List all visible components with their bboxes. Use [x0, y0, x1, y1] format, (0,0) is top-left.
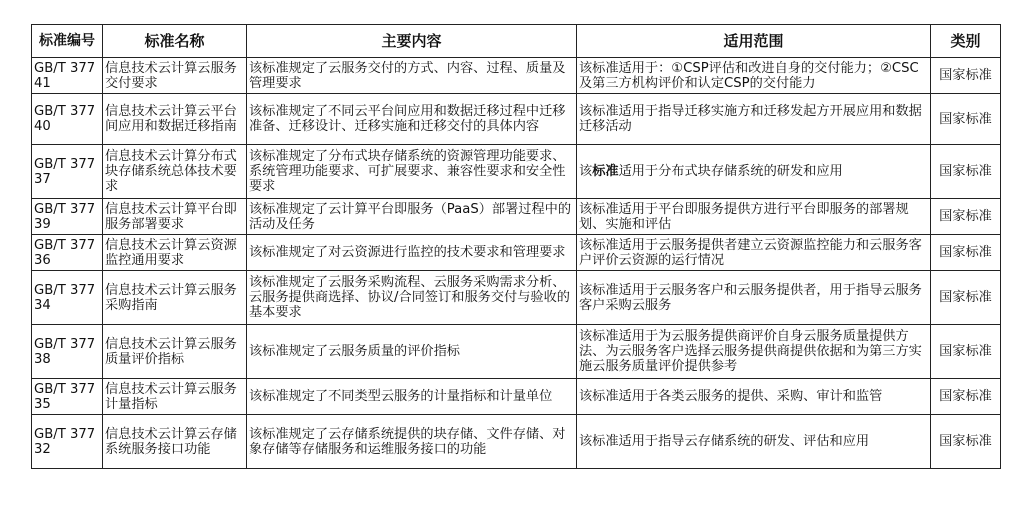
cell-standard-number: GB/T 37736	[32, 235, 103, 271]
cell-category: 国家标准	[931, 271, 1001, 325]
cell-main-content: 该标准规定了对云资源进行监控的技术要求和管理要求	[247, 235, 577, 271]
table-row	[32, 145, 1001, 199]
cell-standard-name: 信息技术云计算云服务交付要求	[103, 58, 247, 94]
table-row	[32, 94, 1001, 145]
cell-category: 国家标准	[931, 235, 1001, 271]
cell-category: 国家标准	[931, 145, 1001, 199]
cell-scope: 该标准适用于为云服务提供商评价自身云服务质量提供方法、为云服务客户选择云服务提供商提供依据和为第三方实施云服务质量评价提供参考	[577, 325, 931, 379]
cell-main-content: 该标准规定了云计算平台即服务（PaaS）部署过程中的活动及任务	[247, 199, 577, 235]
cell-scope	[577, 145, 931, 199]
table-row	[32, 271, 1001, 325]
cell-category: 国家标准	[931, 379, 1001, 415]
cell-standard-number: GB/T 37740	[32, 94, 103, 145]
cell-standard-number: GB/T 37732	[32, 415, 103, 469]
cell-standard-number: GB/T 37734	[32, 271, 103, 325]
table-row	[32, 325, 1001, 379]
cell-scope: 该标准适用于：①CSP评估和改进自身的交付能力；②CSC及第三方机构评价和认定CSP的交付能力	[577, 58, 931, 94]
cell-category: 国家标准	[931, 58, 1001, 94]
cell-category: 国家标准	[931, 199, 1001, 235]
scope-text-bold: 标准	[592, 164, 619, 179]
cell-standard-number: GB/T 37741	[32, 58, 103, 94]
cell-standard-name: 信息技术云计算云服务计量指标	[103, 379, 247, 415]
cell-main-content: 该标准规定了云服务交付的方式、内容、过程、质量及管理要求	[247, 58, 577, 94]
header-category: 类别	[931, 25, 1001, 58]
table-header-row	[32, 25, 1001, 58]
table-row	[32, 235, 1001, 271]
cell-main-content: 该标准规定了不同云平台间应用和数据迁移过程中迁移准备、迁移设计、迁移实施和迁移交付的具体内容	[247, 94, 577, 145]
cell-standard-number: GB/T 37737	[32, 145, 103, 199]
cell-standard-number: GB/T 37739	[32, 199, 103, 235]
header-scope: 适用范围	[577, 25, 931, 58]
cell-standard-name: 信息技术云计算云资源监控通用要求	[103, 235, 247, 271]
cell-standard-name: 信息技术云计算平台即服务部署要求	[103, 199, 247, 235]
cell-standard-name: 信息技术云计算云存储系统服务接口功能	[103, 415, 247, 469]
cell-scope: 该标准适用于云服务客户和云服务提供者，用于指导云服务客户采购云服务	[577, 271, 931, 325]
cell-main-content: 该标准规定了不同类型云服务的计量指标和计量单位	[247, 379, 577, 415]
header-standard-number: 标准编号	[32, 25, 103, 58]
table-row	[32, 199, 1001, 235]
scope-text-pre: 该	[579, 164, 593, 179]
cell-standard-name: 信息技术云计算分布式块存储系统总体技术要求	[103, 145, 247, 199]
header-standard-name: 标准名称	[103, 25, 247, 58]
cell-main-content: 该标准规定了分布式块存储系统的资源管理功能要求、系统管理功能要求、可扩展要求、兼容性要求和安全性要求	[247, 145, 577, 199]
cell-scope: 该标准适用于平台即服务提供方进行平台即服务的部署规划、实施和评估	[577, 199, 931, 235]
header-main-content: 主要内容	[247, 25, 577, 58]
cell-scope: 该标准适用于云服务提供者建立云资源监控能力和云服务客户评价云资源的运行情况	[577, 235, 931, 271]
standards-table	[31, 24, 1001, 469]
cell-standard-name: 信息技术云计算云平台间应用和数据迁移指南	[103, 94, 247, 145]
cell-standard-name: 信息技术云计算云服务采购指南	[103, 271, 247, 325]
cell-main-content: 该标准规定了云服务质量的评价指标	[247, 325, 577, 379]
cell-category: 国家标准	[931, 325, 1001, 379]
cell-main-content: 该标准规定了云存储系统提供的块存储、文件存储、对象存储等存储服务和运维服务接口的功能	[247, 415, 577, 469]
cell-scope: 该标准适用于各类云服务的提供、采购、审计和监管	[577, 379, 931, 415]
cell-standard-number: GB/T 37735	[32, 379, 103, 415]
scope-text-post: 适用于分布式块存储系统的研发和应用	[618, 164, 843, 179]
cell-category: 国家标准	[931, 94, 1001, 145]
cell-scope: 该标准适用于指导迁移实施方和迁移发起方开展应用和数据迁移活动	[577, 94, 931, 145]
cell-scope: 该标准适用于指导云存储系统的研发、评估和应用	[577, 415, 931, 469]
cell-category: 国家标准	[931, 415, 1001, 469]
table-row	[32, 379, 1001, 415]
standards-table-container	[31, 24, 1001, 469]
table-row	[32, 58, 1001, 94]
table-row	[32, 415, 1001, 469]
cell-standard-name: 信息技术云计算云服务质量评价指标	[103, 325, 247, 379]
cell-standard-number: GB/T 37738	[32, 325, 103, 379]
cell-main-content: 该标准规定了云服务采购流程、云服务采购需求分析、云服务提供商选择、协议/合同签订和服务交付与验收的基本要求	[247, 271, 577, 325]
